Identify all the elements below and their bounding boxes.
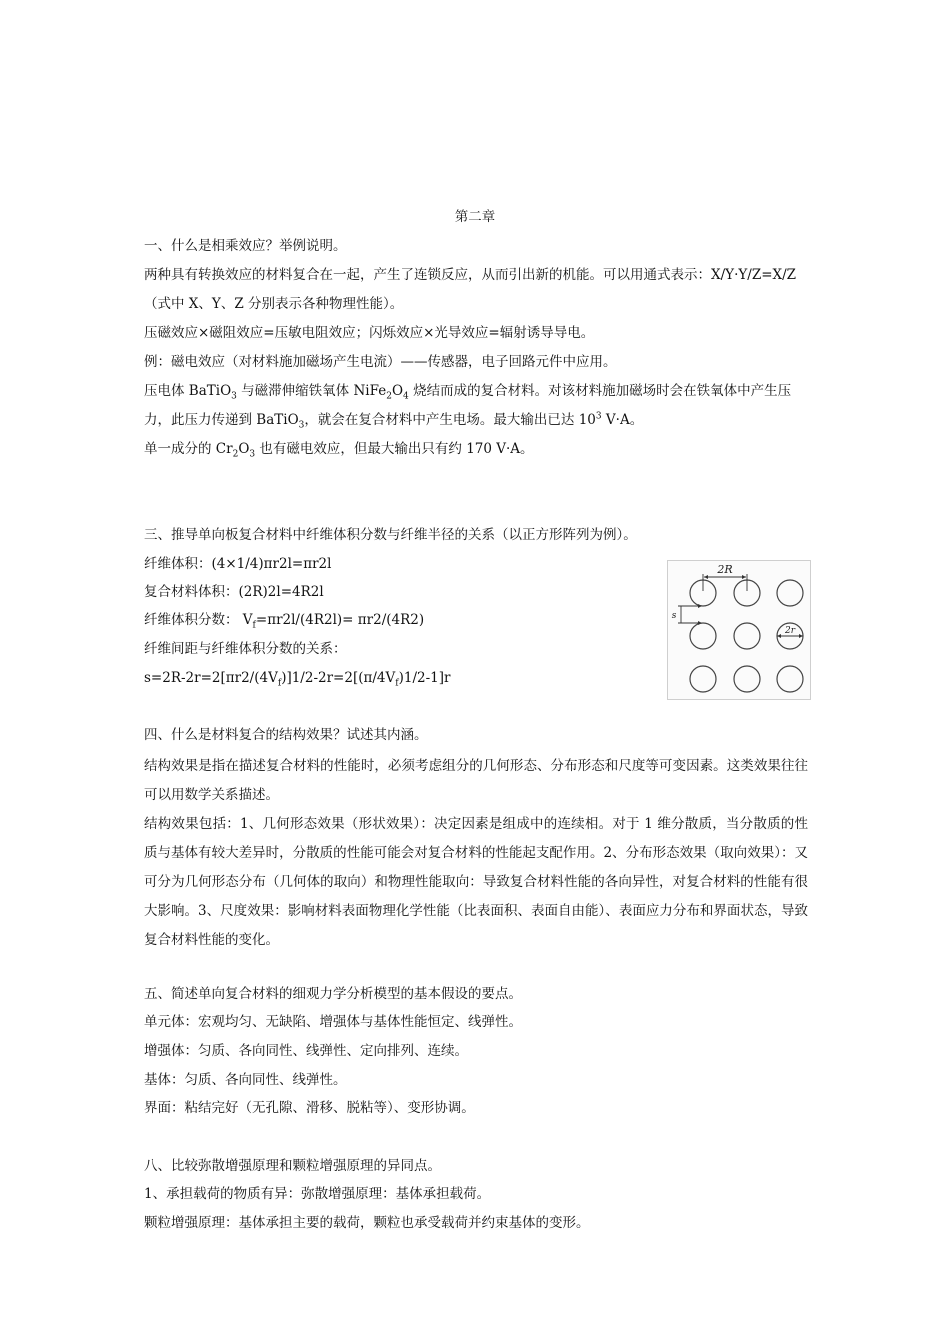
q4-paragraph-1: 结构效果是指在描述复合材料的性能时，必须考虑组分的几何形态、分布形态和尺度等可变因素。这类效果往往可以用数学关系描述。 [144,758,808,803]
q3-spacing-formula [144,669,450,687]
fiber-circle [777,666,803,692]
chapter-title: 第二章 [454,209,496,225]
subscript: 3 [231,391,237,402]
q1-line1: 两种具有转换效应的材料复合在一起，产生了连锁反应，从而引出新的机能。可以用通式表示：X/Y·Y/Z=X/Z [144,267,797,283]
fiber-array-diagram [668,561,810,699]
q1-line5-part: O [391,383,404,399]
q3-fiber-volume: 纤维体积：(4×1/4)πr2l=πr2l [144,556,332,572]
q1-line7-part: 也有磁电效应，但最大输出只有约 170 V·A。 [255,441,534,457]
subscript: 2 [232,449,239,460]
q1-line4: 例：磁电效应（对材料施加磁场产生电流）——传感器，电子回路元件中应用。 [144,354,617,370]
q3-composite-volume: 复合材料体积：(2R)2l=4R2l [144,584,324,600]
q4-paragraph-2: 结构效果包括：1、几何形态效果（形状效果）：决定因素是组成中的连续相。对于 1 维分散质，当分散质的性质与基体有较大差异时，分散质的性能可能会对复合材料的性能起支配作用。2、分布形态效果（取向效果）：又可分为几何形态分布（几何体的取向）和物理性能取向：导致复合材料性能的各向异性，对复合材料的性能有很大影响。3、尺度效果：影响材料表面物理化学性能（比表面积、表面自由能）、表面应力分布和界面状态，导致复合材料性能的变化。 [144,816,808,948]
figure-label-2R: 2R [717,563,733,576]
q8-heading: 八、比较弥散增强原理和颗粒增强原理的异同点。 [144,1158,441,1174]
q1-line7-part: 单一成分的 Cr [144,441,233,457]
q1-line6-part: ，就会在复合材料中产生电场。最大输出已达 [304,412,579,428]
q1-line6-part: 10 [578,412,596,428]
fiber-array-figure [667,560,811,700]
q1-line5-part: 与磁滞伸缩铁氧体 NiFe [236,383,387,399]
q3-spacing-part: )1/2-1]r [398,670,451,686]
q5-item-3: 基体：匀质、各向同性、线弹性。 [144,1072,347,1088]
q3-spacing-part: )]1/2-2r=2[(π/4V [281,670,396,686]
subscript: 3 [298,420,305,431]
subscript: f [252,620,256,631]
q1-line5 [144,382,791,400]
q1-line3: 压磁效应×磁阻效应=压敏电阻效应；闪烁效应×光导效应=辐射诱导导电。 [144,325,595,341]
q3-fraction [144,611,424,629]
q1-line2: （式中 X、Y、Z 分别表示各种物理性能）。 [144,296,404,312]
q3-spacing-part: s=2R-2r=2[πr2/(4V [144,670,278,686]
q1-heading: 一、什么是相乘效应？举例说明。 [144,238,347,254]
fiber-circle [734,623,760,649]
q5-item-1: 单元体：宏观均匀、无缺陷、增强体与基体性能恒定、线弹性。 [144,1014,522,1030]
superscript: 3 [595,411,602,422]
q1-line6-part: V·A。 [601,412,644,428]
q5-item-4: 界面：粘结完好（无孔隙、滑移、脱粘等）、变形协调。 [144,1100,475,1116]
subscript: f [395,678,399,689]
q3-fraction-part: =πr2l/(4R2l)= πr2/(4R2) [255,612,425,628]
q1-line7 [144,440,534,458]
q8-item-2: 颗粒增强原理：基体承担主要的载荷，颗粒也承受载荷并约束基体的变形。 [144,1215,590,1231]
fiber-circle [777,580,803,606]
q3-heading: 三、推导单向板复合材料中纤维体积分数与纤维半径的关系（以正方形阵列为例）。 [144,527,637,543]
q1-line5-part: 压电体 BaTiO [144,383,232,399]
q8-item-1: 1、承担载荷的物质有异：弥散增强原理：基体承担载荷。 [144,1186,491,1202]
subscript: 2 [386,391,392,402]
fiber-circle [734,666,760,692]
q3-spacing-label: 纤维间距与纤维体积分数的关系： [144,641,347,657]
subscript: 3 [249,449,256,460]
subscript: f [277,678,282,689]
fiber-circle [690,666,716,692]
q3-fraction-part: 纤维体积分数： V [144,612,253,628]
q1-line6-part: 力，此压力传递到 BaTiO [144,412,299,428]
q5-heading: 五、简述单向复合材料的细观力学分析模型的基本假设的要点。 [144,986,522,1002]
q1-line7-part: O [238,441,250,457]
figure-label-s: s [671,611,677,621]
fiber-circle [690,623,716,649]
q1-line5-part: 烧结而成的复合材料。对该材料施加磁场时会在铁氧体中产生压 [408,383,792,399]
subscript: 4 [403,391,409,402]
q1-line6 [144,411,643,429]
q4-heading: 四、什么是材料复合的结构效果？试述其内涵。 [144,727,428,743]
figure-label-2r: 2r [784,626,796,636]
q5-item-2: 增强体：匀质、各向同性、线弹性、定向排列、连续。 [144,1043,468,1059]
